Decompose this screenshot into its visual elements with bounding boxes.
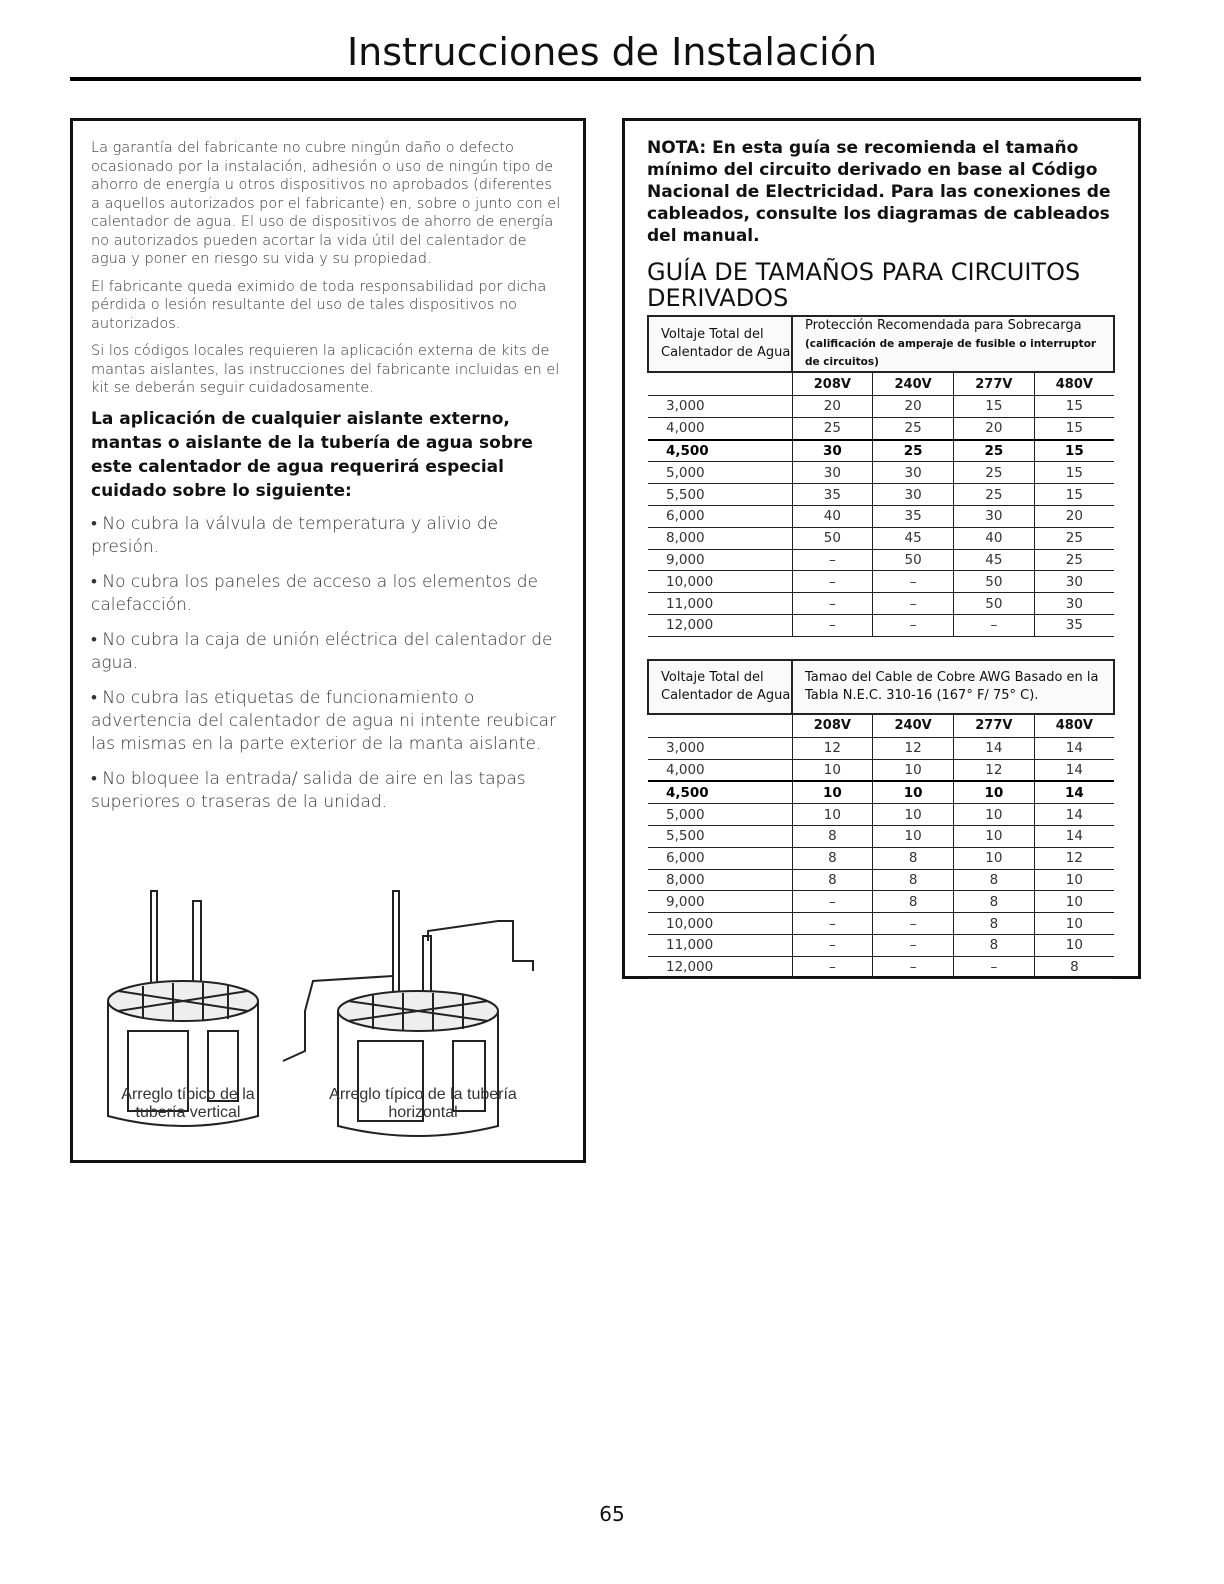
column-header-blank [648, 714, 792, 738]
insulation-caution: La aplicación de cualquier aislante externo, mantas o aislante de la tubería de agua sobre este calentador de agua requerirá especial cuidado sobre lo siguiente: [91, 408, 533, 501]
wattage-cell: 5,000 [648, 462, 792, 484]
value-cell: 20 [792, 396, 873, 418]
table-header [648, 316, 1114, 372]
value-cell: 12 [954, 759, 1035, 781]
column-header: 208V [792, 714, 873, 738]
column-header: 208V [792, 372, 873, 396]
table-row [648, 484, 1114, 506]
wattage-cell: 8,000 [648, 869, 792, 891]
wattage-cell: 4,000 [648, 759, 792, 781]
column-header: 240V [873, 372, 954, 396]
table-row [648, 804, 1114, 826]
table-row [648, 869, 1114, 891]
table-row [648, 891, 1114, 913]
value-cell: 10 [1034, 934, 1114, 956]
table-row [648, 825, 1114, 847]
value-cell: 10 [954, 781, 1035, 803]
value-cell: – [873, 934, 954, 956]
header-voltage: Voltaje Total del Calentador de Agua [648, 316, 792, 372]
value-cell: 8 [792, 869, 873, 891]
wattage-cell: 8,000 [648, 527, 792, 549]
header-title: Protección Recomendada para Sobrecarga [805, 318, 1082, 333]
column-header: 480V [1034, 714, 1114, 738]
wattage-cell: 11,000 [648, 934, 792, 956]
column-headers [648, 372, 1114, 396]
insulation-warning-box [70, 118, 586, 1163]
value-cell: 25 [954, 484, 1035, 506]
table-row [648, 527, 1114, 549]
table-row [648, 913, 1114, 935]
column-header: 240V [873, 714, 954, 738]
wattage-cell: 4,500 [648, 781, 792, 803]
bullet-item: • No bloquee la entrada/ salida de aire en las tapas superiores o traseras de la unidad. [91, 768, 526, 812]
table-row [648, 781, 1114, 803]
bullet-item: • No cubra la válvula de temperatura y alivio de presión. [91, 513, 499, 557]
caption-horizontal-piping: Arreglo típico de la tubería horizontal [329, 1086, 517, 1121]
value-cell: – [792, 934, 873, 956]
value-cell: 14 [1034, 737, 1114, 759]
table-row [648, 614, 1114, 636]
overload-protection-table [647, 315, 1115, 637]
value-cell: 25 [954, 462, 1035, 484]
wattage-cell: 9,000 [648, 891, 792, 913]
value-cell: 14 [1034, 804, 1114, 826]
value-cell: – [873, 593, 954, 615]
value-cell: – [792, 956, 873, 978]
value-cell: 15 [1034, 417, 1114, 439]
local-codes-paragraph: Si los códigos locales requieren la aplicación externa de kits de mantas aislantes, las instrucciones del fabricante incluidas en el kit se deberán seguir cuidadosamente. [91, 343, 560, 396]
circuit-guide-box [622, 118, 1141, 979]
page-number: 65 [599, 1502, 625, 1526]
value-cell: 30 [873, 484, 954, 506]
liability-paragraph: El fabricante queda eximido de toda responsabilidad por dicha pérdida o lesión resultante del uso de tales dispositivos no autorizados. [91, 278, 547, 332]
page-title: Instrucciones de Instalación [346, 30, 878, 74]
value-cell: 30 [1034, 571, 1114, 593]
wattage-cell: 10,000 [648, 913, 792, 935]
table-row [648, 440, 1114, 462]
value-cell: 8 [954, 913, 1035, 935]
value-cell: 35 [1034, 614, 1114, 636]
value-cell: 45 [873, 527, 954, 549]
value-cell: 30 [792, 462, 873, 484]
value-cell: 25 [873, 417, 954, 439]
column-header-blank [648, 372, 792, 396]
value-cell: 8 [873, 847, 954, 869]
wattage-cell: 9,000 [648, 549, 792, 571]
value-cell: 50 [792, 527, 873, 549]
title-rule [70, 77, 1141, 81]
value-cell: 15 [1034, 462, 1114, 484]
value-cell: 40 [954, 527, 1035, 549]
wattage-cell: 5,500 [648, 825, 792, 847]
value-cell: 15 [1034, 484, 1114, 506]
wattage-cell: 3,000 [648, 737, 792, 759]
value-cell: 20 [1034, 505, 1114, 527]
wattage-cell: 4,000 [648, 417, 792, 439]
value-cell: 12 [1034, 847, 1114, 869]
value-cell: 30 [873, 462, 954, 484]
bullet-item: • No cubra los paneles de acceso a los elementos de calefacción. [91, 571, 538, 615]
value-cell: 25 [1034, 549, 1114, 571]
column-header: 277V [954, 714, 1035, 738]
value-cell: 8 [954, 891, 1035, 913]
table-row [648, 549, 1114, 571]
value-cell: – [873, 956, 954, 978]
header-description [792, 660, 1114, 714]
table-row [648, 505, 1114, 527]
value-cell: 30 [954, 505, 1035, 527]
value-cell: 30 [792, 440, 873, 462]
table-row [648, 593, 1114, 615]
value-cell: 8 [1034, 956, 1114, 978]
value-cell: 15 [1034, 440, 1114, 462]
value-cell: 8 [792, 847, 873, 869]
value-cell: 10 [873, 825, 954, 847]
value-cell: – [792, 891, 873, 913]
value-cell: 10 [1034, 891, 1114, 913]
value-cell: 14 [1034, 759, 1114, 781]
value-cell: 8 [954, 934, 1035, 956]
value-cell: – [792, 549, 873, 571]
table-row [648, 737, 1114, 759]
value-cell: 8 [792, 825, 873, 847]
value-cell: – [954, 614, 1035, 636]
wattage-cell: 5,500 [648, 484, 792, 506]
value-cell: 10 [792, 759, 873, 781]
wire-size-table [647, 659, 1115, 979]
table-row [648, 934, 1114, 956]
value-cell: 35 [873, 505, 954, 527]
wattage-cell: 4,500 [648, 440, 792, 462]
value-cell: 10 [954, 847, 1035, 869]
value-cell: 8 [873, 869, 954, 891]
wattage-cell: 12,000 [648, 614, 792, 636]
value-cell: – [873, 614, 954, 636]
value-cell: – [792, 571, 873, 593]
warranty-paragraph: La garantía del fabricante no cubre ningún daño o defecto ocasionado por la instalación, adhesión o uso de ningún tipo de ahorro de energía u otros dispositivos no aprobados (diferentes a aquellos autorizados por el fabricante) en, sobre o junto con el calentador de agua. El uso de dispositivos de ahorro de energía no autorizados pueden acortar la vida útil del calentador de agua y poner en riesgo su vida y su propiedad. [91, 140, 561, 267]
value-cell: 8 [954, 869, 1035, 891]
value-cell: – [954, 956, 1035, 978]
value-cell: 14 [1034, 781, 1114, 803]
column-header: 277V [954, 372, 1035, 396]
value-cell: 25 [792, 417, 873, 439]
caption-vertical-piping: Arreglo típico de la tubería vertical [121, 1086, 255, 1121]
value-cell: 10 [873, 781, 954, 803]
value-cell: 10 [792, 781, 873, 803]
header-subtitle: (calificación de amperaje de fusible o interruptor de circuitos) [805, 338, 1097, 368]
value-cell: 12 [792, 737, 873, 759]
value-cell: – [873, 571, 954, 593]
column-headers [648, 714, 1114, 738]
value-cell: 10 [792, 804, 873, 826]
wattage-cell: 6,000 [648, 847, 792, 869]
value-cell: 14 [954, 737, 1035, 759]
wattage-cell: 6,000 [648, 505, 792, 527]
value-cell: – [792, 614, 873, 636]
value-cell: 25 [954, 440, 1035, 462]
value-cell: 20 [873, 396, 954, 418]
value-cell: 15 [954, 396, 1035, 418]
header-voltage: Voltaje Total del Calentador de Agua [648, 660, 792, 714]
value-cell: 50 [873, 549, 954, 571]
value-cell: 10 [1034, 913, 1114, 935]
bullet-item: • No cubra las etiquetas de funcionamiento o advertencia del calentador de agua ni intente reubicar las mismas en la parte exterior de la manta aislante. [91, 687, 557, 754]
section-heading: GUÍA DE TAMAÑOS PARA CIRCUITOS DERIVADOS [647, 258, 1081, 312]
table-row [648, 417, 1114, 439]
value-cell: 25 [1034, 527, 1114, 549]
table-row [648, 847, 1114, 869]
table-header [648, 660, 1114, 714]
table-row [648, 759, 1114, 781]
bullet-item: • No cubra la caja de unión eléctrica del calentador de agua. [91, 629, 553, 673]
value-cell: – [792, 913, 873, 935]
value-cell: 12 [873, 737, 954, 759]
wattage-cell: 11,000 [648, 593, 792, 615]
wattage-cell: 3,000 [648, 396, 792, 418]
note-text: NOTA: En esta guía se recomienda el tamaño mínimo del circuito derivado en base al Código Nacional de Electricidad. Para las conexiones de cableados, consulte los diagramas de cableados del manual. [647, 138, 1111, 246]
table-row [648, 571, 1114, 593]
header-description [792, 316, 1114, 372]
value-cell: 45 [954, 549, 1035, 571]
value-cell: – [873, 913, 954, 935]
wattage-cell: 10,000 [648, 571, 792, 593]
value-cell: 15 [1034, 396, 1114, 418]
value-cell: 20 [954, 417, 1035, 439]
wattage-cell: 5,000 [648, 804, 792, 826]
value-cell: 8 [873, 891, 954, 913]
value-cell: 10 [873, 759, 954, 781]
value-cell: 10 [873, 804, 954, 826]
value-cell: 25 [873, 440, 954, 462]
value-cell: 50 [954, 593, 1035, 615]
value-cell: – [792, 593, 873, 615]
value-cell: 50 [954, 571, 1035, 593]
value-cell: 10 [954, 804, 1035, 826]
column-header: 480V [1034, 372, 1114, 396]
table-row [648, 956, 1114, 978]
table-row [648, 396, 1114, 418]
table-row [648, 462, 1114, 484]
value-cell: 30 [1034, 593, 1114, 615]
value-cell: 10 [954, 825, 1035, 847]
value-cell: 40 [792, 505, 873, 527]
value-cell: 14 [1034, 825, 1114, 847]
value-cell: 35 [792, 484, 873, 506]
value-cell: 10 [1034, 869, 1114, 891]
header-title: Tamao del Cable de Cobre AWG Basado en la Tabla N.E.C. 310-16 (167° F/ 75° C). [805, 669, 1099, 703]
wattage-cell: 12,000 [648, 956, 792, 978]
